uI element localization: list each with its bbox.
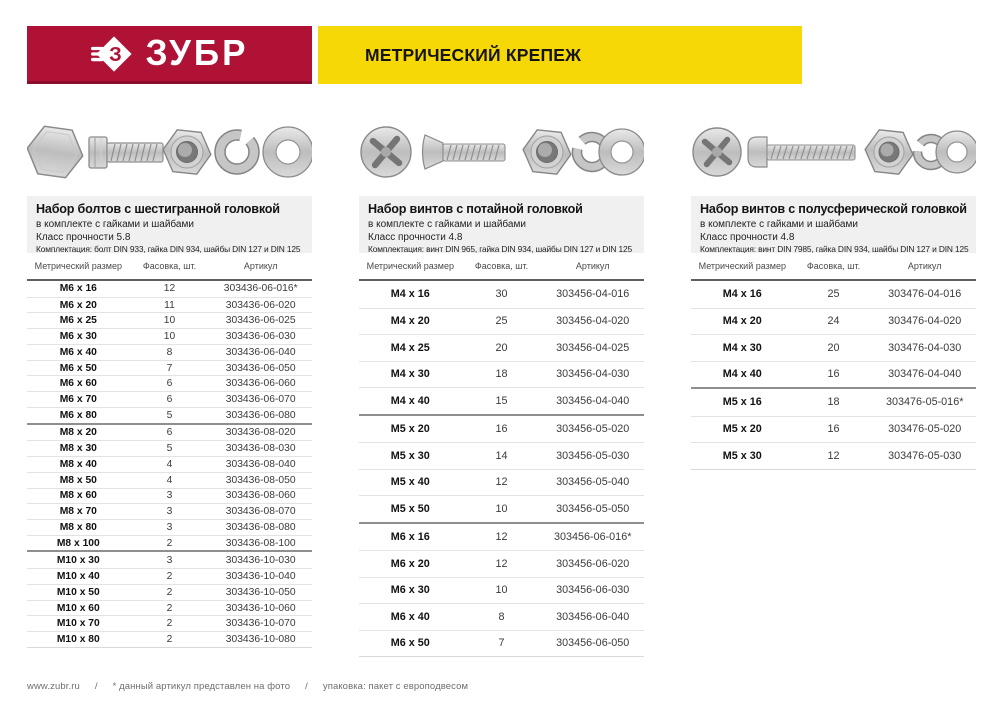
table-row xyxy=(359,442,644,469)
cell-size: M4 x 25 xyxy=(390,341,430,354)
hex-nut-icon xyxy=(863,129,915,176)
cell-size: M6 x 50 xyxy=(59,362,97,374)
cell-sku: 303476-04-030 xyxy=(888,341,962,354)
cell-size: M5 x 50 xyxy=(390,502,430,515)
hex-nut-icon xyxy=(161,129,213,176)
table-row xyxy=(27,519,312,535)
brand-logo xyxy=(27,26,312,84)
cell-size: M8 x 70 xyxy=(59,506,97,518)
cell-size: M4 x 20 xyxy=(390,315,430,328)
table-row xyxy=(359,603,644,630)
cell-size: M6 x 20 xyxy=(59,299,97,311)
cell-pack: 10 xyxy=(163,315,176,327)
table-row xyxy=(27,552,312,568)
table-row xyxy=(691,416,976,443)
cell-pack: 12 xyxy=(163,283,176,295)
brand-wordmark: ЗУБР xyxy=(145,33,249,74)
cell-size: M5 x 16 xyxy=(722,396,762,409)
cell-pack: 16 xyxy=(827,368,840,381)
table-row xyxy=(27,600,312,616)
cell-pack: 4 xyxy=(166,458,173,470)
table-row xyxy=(359,416,644,443)
cell-sku: 303436-08-050 xyxy=(225,474,296,486)
table-body xyxy=(27,281,312,648)
column-header-sku: Артикул xyxy=(575,261,610,271)
cell-sku: 303456-06-020 xyxy=(556,557,630,570)
table-row xyxy=(359,361,644,388)
page-title: МЕТРИЧЕСКИЙ КРЕПЕЖ xyxy=(365,44,582,65)
cell-size: M5 x 20 xyxy=(722,423,762,436)
cell-pack: 10 xyxy=(495,584,508,597)
cell-sku: 303456-05-030 xyxy=(556,449,630,462)
table-row xyxy=(691,281,976,308)
table-row xyxy=(27,281,312,297)
column-header-sku: Артикул xyxy=(907,261,942,271)
cell-size: M4 x 30 xyxy=(722,341,762,354)
cell-pack: 5 xyxy=(166,409,173,421)
cell-size: M6 x 70 xyxy=(59,394,97,405)
cell-size: M10 x 30 xyxy=(56,554,100,566)
cell-pack: 6 xyxy=(166,394,173,405)
cell-sku: 303456-04-025 xyxy=(556,341,630,354)
product-photo xyxy=(691,118,976,186)
cell-sku: 303436-06-020 xyxy=(225,299,296,311)
cell-sku: 303436-10-040 xyxy=(225,571,296,583)
flat-washer-icon xyxy=(263,127,312,177)
table-row xyxy=(27,488,312,504)
cell-size: M10 x 40 xyxy=(56,571,100,583)
product-subtitle: в комплекте с гайками и шайбами xyxy=(36,219,194,230)
cell-size: M10 x 60 xyxy=(56,602,100,614)
table-row xyxy=(27,472,312,488)
footer-divider: / xyxy=(305,681,308,692)
cell-size: M10 x 70 xyxy=(56,618,100,630)
column-header-pack: Фасовка, шт. xyxy=(474,261,529,271)
kit-contents: Комплектация: винт DIN 7985, гайка DIN 934, шайбы DIN 127 и DIN 125 xyxy=(700,244,969,253)
cell-size: M6 x 25 xyxy=(59,315,97,327)
table-row xyxy=(691,334,976,361)
table-row xyxy=(359,630,644,657)
strength-class: Класс прочности 4.8 xyxy=(368,232,463,243)
cell-pack: 7 xyxy=(498,637,505,650)
product-info xyxy=(359,196,644,253)
cell-size: M6 x 30 xyxy=(390,584,430,597)
cell-size: M4 x 40 xyxy=(722,368,762,381)
cell-size: M6 x 16 xyxy=(390,530,430,543)
cell-size: M6 x 30 xyxy=(59,331,97,343)
cell-sku: 303436-06-030 xyxy=(225,331,296,343)
table-row xyxy=(27,297,312,313)
kit-contents: Комплектация: винт DIN 965, гайка DIN 934, шайбы DIN 127 и DIN 125 xyxy=(368,244,632,253)
cell-pack: 2 xyxy=(166,586,173,598)
cell-sku: 303476-04-040 xyxy=(888,368,962,381)
cell-pack: 25 xyxy=(495,315,508,328)
phillips-head-top-icon xyxy=(361,127,411,177)
cell-pack: 2 xyxy=(166,571,173,583)
cell-size: M8 x 50 xyxy=(59,474,97,486)
cell-pack: 24 xyxy=(827,315,840,328)
packaging-note: упаковка: пакет с европодвесом xyxy=(322,681,469,692)
cell-size: M8 x 40 xyxy=(59,458,97,470)
product-card-pan-head-screws xyxy=(691,118,976,470)
cell-size: M4 x 20 xyxy=(722,315,762,328)
zubr-diamond-icon xyxy=(91,31,137,77)
table-body xyxy=(691,281,976,470)
table-row xyxy=(691,389,976,416)
cell-sku: 303436-06-080 xyxy=(225,409,296,421)
table-header xyxy=(27,253,312,281)
table-row xyxy=(27,440,312,456)
column-header-size: Метрический размер xyxy=(34,261,122,271)
table-row xyxy=(27,503,312,519)
cell-sku: 303436-08-070 xyxy=(225,506,296,518)
cell-sku: 303436-10-060 xyxy=(225,602,296,614)
cell-pack: 16 xyxy=(495,422,508,435)
column-header-pack: Фасовка, шт. xyxy=(142,261,197,271)
size-group xyxy=(359,281,644,416)
cell-pack: 3 xyxy=(166,554,173,566)
cell-pack: 6 xyxy=(166,378,173,390)
table-row xyxy=(27,456,312,472)
table-row xyxy=(27,375,312,391)
cell-size: M6 x 50 xyxy=(390,637,430,650)
cell-pack: 3 xyxy=(166,521,173,533)
page-footer xyxy=(27,681,468,692)
table-row xyxy=(27,615,312,631)
page-title-band xyxy=(318,26,802,84)
cell-size: M10 x 50 xyxy=(56,586,100,598)
size-group xyxy=(691,389,976,470)
cell-pack: 14 xyxy=(495,449,508,462)
size-group xyxy=(27,281,312,425)
cell-size: M4 x 30 xyxy=(390,368,430,381)
cell-size: M8 x 80 xyxy=(59,521,97,533)
cell-pack: 25 xyxy=(827,288,840,301)
cell-pack: 12 xyxy=(827,449,840,462)
cell-sku: 303456-06-050 xyxy=(556,637,630,650)
cell-size: M6 x 40 xyxy=(59,346,97,358)
flat-washer-icon xyxy=(599,129,644,175)
cell-size: M8 x 60 xyxy=(59,490,97,502)
table-row xyxy=(27,328,312,344)
table-row xyxy=(27,425,312,441)
size-group xyxy=(27,425,312,553)
cell-size: M4 x 16 xyxy=(722,288,762,301)
cell-pack: 12 xyxy=(495,476,508,489)
product-card-countersunk-screws xyxy=(359,118,644,657)
size-group xyxy=(691,281,976,389)
table-header xyxy=(359,253,644,281)
cell-sku: 303476-05-030 xyxy=(888,449,962,462)
column-header-pack: Фасовка, шт. xyxy=(806,261,861,271)
cell-size: M5 x 40 xyxy=(390,476,430,489)
cell-pack: 2 xyxy=(166,634,173,646)
cell-pack: 6 xyxy=(166,426,173,438)
table-row xyxy=(27,584,312,600)
size-group xyxy=(27,552,312,647)
cell-sku: 303476-04-020 xyxy=(888,315,962,328)
cell-size: M4 x 40 xyxy=(390,394,430,407)
size-group xyxy=(359,416,644,524)
cell-size: M10 x 80 xyxy=(56,634,100,646)
table-row xyxy=(359,281,644,308)
phillips-head-top-icon xyxy=(693,128,741,176)
cell-pack: 3 xyxy=(166,490,173,502)
cell-sku: 303436-06-050 xyxy=(225,362,296,374)
table-row xyxy=(27,312,312,328)
cell-sku: 303436-08-060 xyxy=(225,490,296,502)
cell-sku: 303436-06-016* xyxy=(223,283,298,295)
cell-pack: 8 xyxy=(166,346,173,358)
hex-bolt-side-icon xyxy=(89,137,163,168)
cell-sku: 303436-10-080 xyxy=(225,634,296,646)
cell-size: M4 x 16 xyxy=(390,288,430,301)
cell-pack: 8 xyxy=(498,610,505,623)
countersunk-screw-side-icon xyxy=(423,135,506,169)
column-header-sku: Артикул xyxy=(243,261,278,271)
cell-pack: 11 xyxy=(164,299,175,311)
svg-text:З: З xyxy=(108,43,122,66)
cell-sku: 303456-04-040 xyxy=(556,394,630,407)
cell-pack: 10 xyxy=(163,331,176,343)
size-group xyxy=(359,524,644,658)
cell-sku: 303436-08-040 xyxy=(225,458,296,470)
table-row xyxy=(691,361,976,388)
table-row xyxy=(359,550,644,577)
cell-size: M6 x 80 xyxy=(59,409,97,421)
cell-sku: 303456-05-050 xyxy=(556,502,630,515)
cell-size: M5 x 30 xyxy=(390,449,430,462)
strength-class: Класс прочности 5.8 xyxy=(36,232,131,243)
table-row xyxy=(691,442,976,469)
cell-sku: 303476-05-020 xyxy=(888,423,962,436)
table-row xyxy=(359,524,644,551)
cell-pack: 3 xyxy=(166,506,173,518)
table-row xyxy=(27,631,312,647)
cell-size: M6 x 40 xyxy=(390,610,430,623)
product-title: Набор винтов с полусферической головкой xyxy=(700,202,967,216)
cell-size: M5 x 30 xyxy=(722,449,762,462)
cell-sku: 303436-08-080 xyxy=(225,521,296,533)
cell-pack: 2 xyxy=(166,537,173,549)
cell-pack: 2 xyxy=(166,602,173,614)
product-title: Набор винтов с потайной головкой xyxy=(368,202,583,216)
cell-pack: 18 xyxy=(827,396,840,409)
footer-divider: / xyxy=(94,681,98,692)
table-row xyxy=(27,344,312,360)
kit-contents: Комплектация: болт DIN 933, гайка DIN 934, шайбы DIN 127 и DIN 125 xyxy=(36,244,301,253)
pan-head-screw-side-icon xyxy=(748,137,855,167)
table-row xyxy=(27,407,312,423)
table-header xyxy=(691,253,976,281)
article-photo-note: * данный артикул представлен на фото xyxy=(112,681,291,692)
hex-nut-icon xyxy=(521,129,573,176)
spring-washer-icon xyxy=(213,128,261,176)
cell-sku: 303436-06-025 xyxy=(225,315,296,327)
cell-sku: 303456-06-016* xyxy=(553,530,632,543)
cell-sku: 303476-05-016* xyxy=(885,396,964,409)
product-subtitle: в комплекте с гайками и шайбами xyxy=(700,219,858,230)
product-card-hex-bolts xyxy=(27,118,312,648)
table-row xyxy=(359,334,644,361)
cell-sku: 303456-04-030 xyxy=(556,368,630,381)
cell-sku: 303456-04-020 xyxy=(556,315,630,328)
table-row xyxy=(27,360,312,376)
cell-size: M5 x 20 xyxy=(390,422,430,435)
table-body xyxy=(359,281,644,657)
cell-pack: 7 xyxy=(166,362,173,374)
table-row xyxy=(27,568,312,584)
cell-sku: 303456-05-020 xyxy=(556,422,630,435)
cell-pack: 30 xyxy=(495,288,508,301)
cell-sku: 303436-10-050 xyxy=(225,586,296,598)
product-subtitle: в комплекте с гайками и шайбами xyxy=(368,219,526,230)
cell-pack: 12 xyxy=(495,530,508,543)
cell-sku: 303436-08-100 xyxy=(225,537,296,549)
cell-sku: 303436-10-070 xyxy=(225,618,296,630)
table-row xyxy=(359,469,644,496)
product-info xyxy=(691,196,976,253)
cell-sku: 303456-06-040 xyxy=(556,610,630,623)
cell-size: M8 x 30 xyxy=(59,443,97,455)
cell-sku: 303456-05-040 xyxy=(556,476,630,489)
cell-sku: 303456-06-030 xyxy=(556,584,630,597)
cell-size: M6 x 60 xyxy=(59,378,97,390)
hex-bolt-head-top-icon xyxy=(27,124,86,179)
cell-sku: 303436-06-040 xyxy=(225,346,296,358)
cell-size: M8 x 20 xyxy=(59,426,97,438)
cell-sku: 303436-08-030 xyxy=(225,443,296,455)
product-title: Набор болтов с шестигранной головкой xyxy=(36,202,280,216)
cell-sku: 303436-06-070 xyxy=(225,394,296,405)
cell-pack: 15 xyxy=(495,394,508,407)
cell-pack: 4 xyxy=(166,474,173,486)
site-url: www.zubr.ru xyxy=(27,681,80,692)
cell-pack: 20 xyxy=(495,341,508,354)
cell-size: M6 x 16 xyxy=(59,283,97,295)
strength-class: Класс прочности 4.8 xyxy=(700,232,795,243)
table-row xyxy=(691,308,976,335)
cell-sku: 303436-06-060 xyxy=(225,378,296,390)
cell-sku: 303436-10-030 xyxy=(225,554,296,566)
product-info xyxy=(27,196,312,253)
column-header-size: Метрический размер xyxy=(366,261,454,271)
cell-pack: 5 xyxy=(166,443,173,455)
table-row xyxy=(359,387,644,414)
cell-pack: 12 xyxy=(495,557,508,570)
table-row xyxy=(359,577,644,604)
column-header-size: Метрический размер xyxy=(698,261,786,271)
cell-pack: 10 xyxy=(495,502,508,515)
cell-sku: 303456-04-016 xyxy=(556,288,630,301)
product-photo xyxy=(359,118,644,186)
product-photo xyxy=(27,118,312,186)
cell-pack: 18 xyxy=(495,368,508,381)
table-row xyxy=(27,535,312,551)
cell-size: M6 x 20 xyxy=(390,557,430,570)
cell-size: M8 x 100 xyxy=(56,537,100,549)
table-row xyxy=(27,391,312,407)
table-row xyxy=(359,308,644,335)
cell-pack: 20 xyxy=(827,341,840,354)
flat-washer-icon xyxy=(936,131,976,173)
cell-pack: 16 xyxy=(827,423,840,436)
cell-sku: 303476-04-016 xyxy=(888,288,962,301)
table-row xyxy=(359,495,644,522)
cell-pack: 2 xyxy=(166,618,173,630)
cell-sku: 303436-08-020 xyxy=(225,426,296,438)
